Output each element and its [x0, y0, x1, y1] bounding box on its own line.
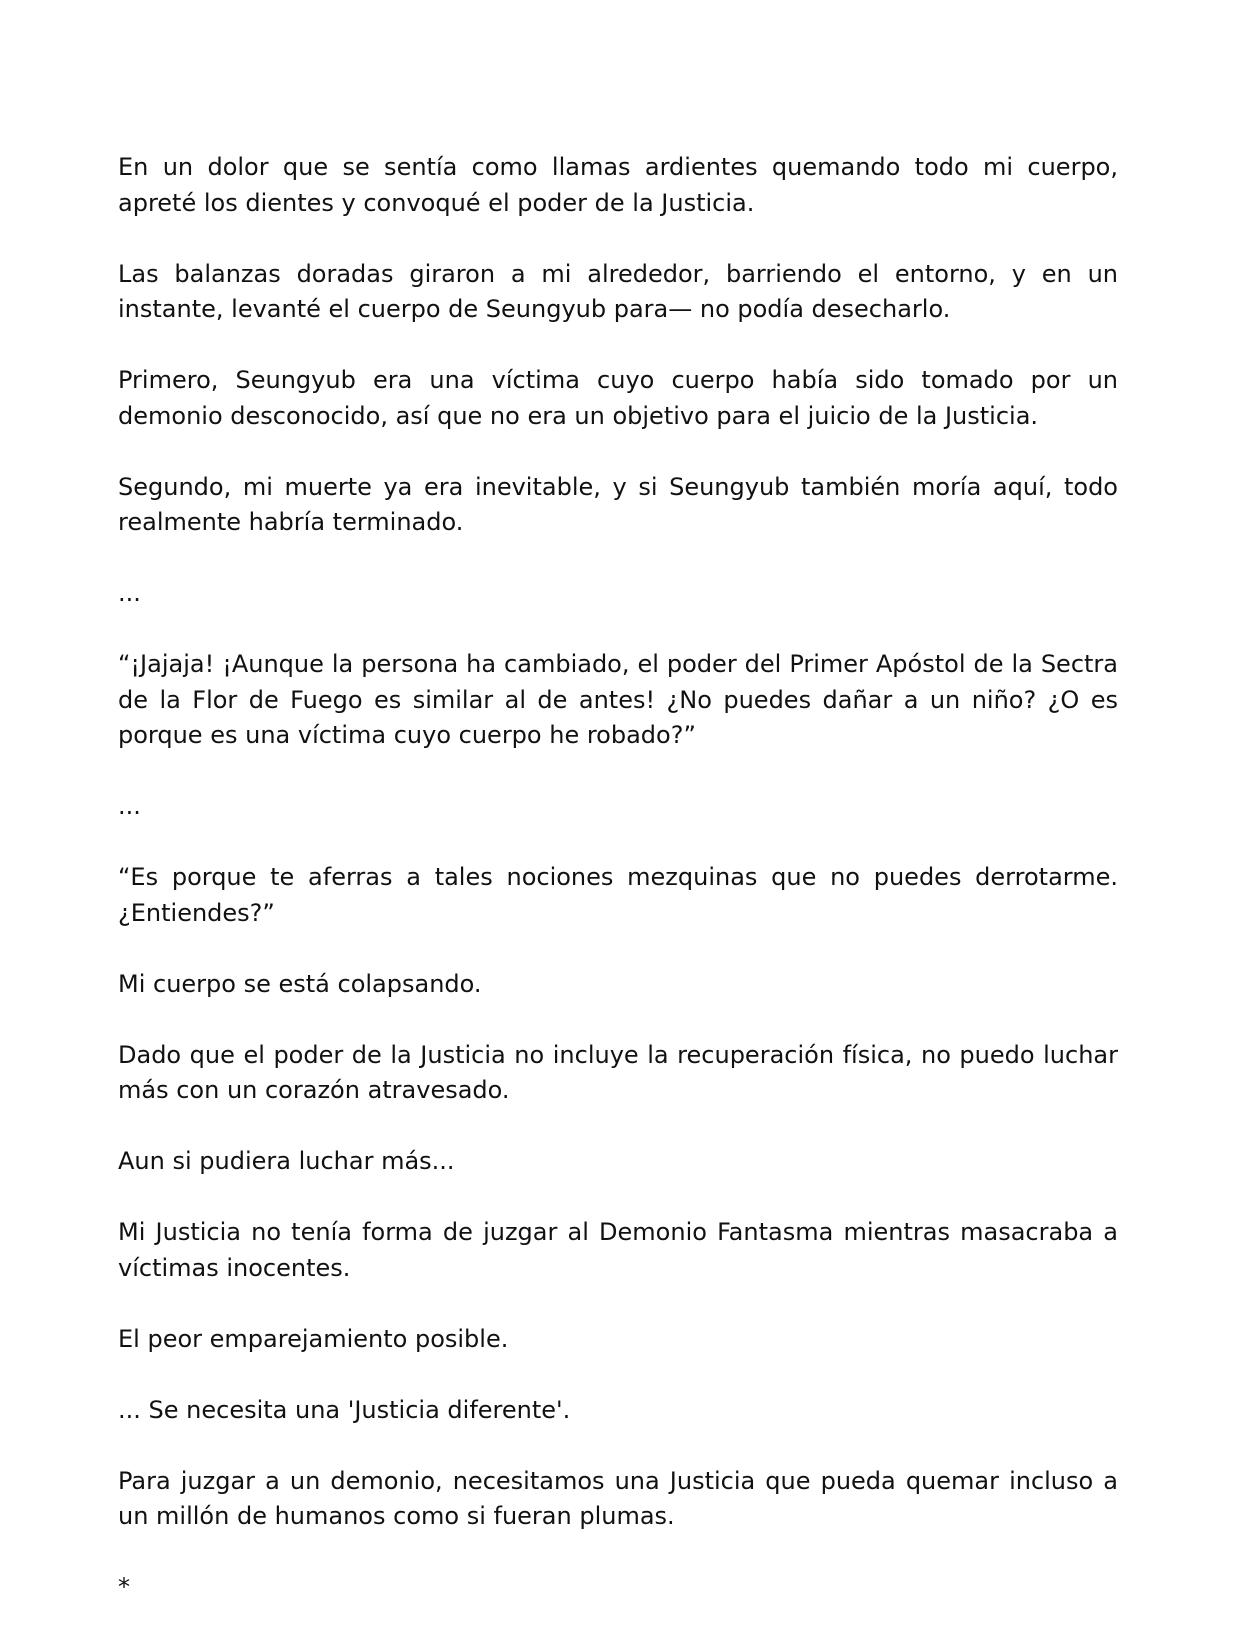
ellipsis-separator: ...: [118, 579, 141, 607]
paragraph: Mi Justicia no tenía forma de juzgar al Demonio Fantasma mientras masacraba a víctimas inocentes.: [118, 1218, 1118, 1282]
paragraph: “¡Jajaja! ¡Aunque la persona ha cambiado, el poder del Primer Apóstol de la Sectra de la Flor de Fuego es similar al de antes! ¿No puedes dañar a un niño? ¿O es porque es una víctima cuyo cuerpo he robado?”: [118, 650, 1118, 749]
paragraph: El peor emparejamiento posible.: [118, 1324, 509, 1353]
paragraph: Mi cuerpo se está colapsando.: [118, 969, 482, 998]
paragraph: ... Se necesita una 'Justicia diferente'.: [118, 1395, 571, 1424]
paragraph: Para juzgar a un demonio, necesitamos una Justicia que pueda quemar incluso a un millón de humanos como si fueran plumas.: [118, 1466, 1118, 1530]
paragraph: Dado que el poder de la Justicia no incluye la recuperación física, no puedo luchar más con un corazón atravesado.: [118, 1040, 1118, 1104]
ellipsis-separator: ...: [118, 792, 141, 820]
paragraph: Las balanzas doradas giraron a mi alrededor, barriendo el entorno, y en un instante, levanté el cuerpo de Seungyub para— no podía desecharlo.: [118, 259, 1118, 323]
paragraph: “Es porque te aferras a tales nociones mezquinas que no puedes derrotarme. ¿Entiendes?”: [118, 863, 1118, 927]
paragraph: Primero, Seungyub era una víctima cuyo cuerpo había sido tomado por un demonio desconocido, así que no era un objetivo para el juicio de la Justicia.: [118, 366, 1118, 430]
paragraph: Aun si pudiera luchar más...: [118, 1147, 455, 1175]
paragraph: En un dolor que se sentía como llamas ardientes quemando todo mi cuerpo, apreté los dientes y convoqué el poder de la Justicia.: [118, 153, 1118, 217]
text-body: [118, 150, 1118, 1641]
paragraph: Segundo, mi muerte ya era inevitable, y si Seungyub también moría aquí, todo realmente habría terminado.: [118, 472, 1118, 536]
section-break-asterisk: *: [118, 1573, 130, 1601]
